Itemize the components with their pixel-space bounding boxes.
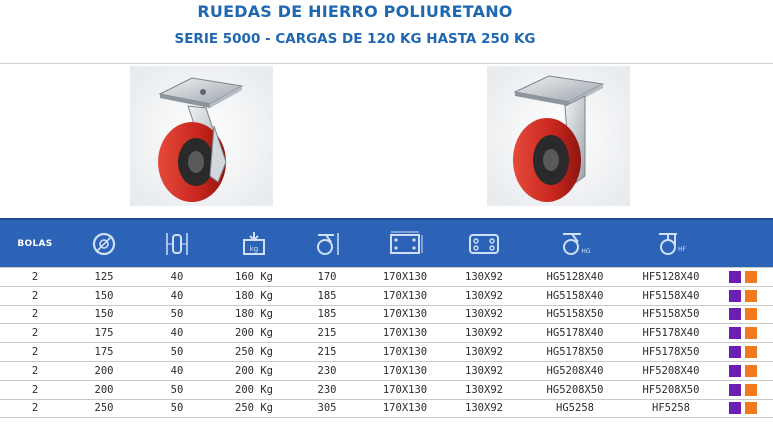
cell-hf-ref: HF5158X50 [642, 308, 700, 321]
column-bolas [0, 220, 70, 267]
orange-swatch[interactable] [745, 308, 757, 320]
color-swatches [712, 327, 773, 339]
cell-diameter: 150 [94, 289, 114, 302]
cell-load: 250 Kg [235, 402, 273, 415]
color-swatches [712, 365, 773, 377]
cell-hf-ref: HF5258 [652, 402, 690, 415]
table-body [0, 267, 773, 418]
page-title: RUEDAS DE HIERRO POLIURETANO [197, 2, 513, 21]
cell-hg-ref: HG5178X50 [546, 346, 604, 359]
color-swatches [712, 290, 773, 302]
swivel-caster-image [130, 66, 273, 206]
orange-swatch[interactable] [745, 346, 757, 358]
purple-swatch[interactable] [729, 384, 741, 396]
specs-table [0, 218, 773, 418]
cell-height: 215 [317, 327, 337, 340]
table-row [0, 381, 773, 400]
cell-width: 50 [170, 383, 184, 396]
cell-hg-ref: HG5158X50 [546, 308, 604, 321]
cell-bolas: 2 [31, 327, 39, 340]
cell-holes: 130X92 [465, 402, 503, 415]
cell-width: 50 [170, 346, 184, 359]
cell-bolas: 2 [31, 270, 39, 283]
color-swatches [712, 402, 773, 414]
cell-hf-ref: HF5158X40 [642, 289, 700, 302]
cell-plate: 170X130 [382, 364, 428, 377]
header-divider [0, 63, 773, 64]
purple-swatch[interactable] [729, 271, 741, 283]
table-row [0, 267, 773, 287]
color-options-header [712, 220, 773, 267]
page-subtitle: SERIE 5000 - CARGAS DE 120 KG HASTA 250 KG [174, 31, 536, 47]
cell-diameter: 175 [94, 327, 114, 340]
cell-load: 180 Kg [235, 308, 273, 321]
cell-holes: 130X92 [465, 383, 503, 396]
wheel-width-icon [138, 220, 216, 267]
cell-width: 40 [170, 327, 184, 340]
cell-diameter: 125 [94, 270, 114, 283]
svg-text:HF: HF [678, 245, 686, 253]
orange-swatch[interactable] [745, 271, 757, 283]
cell-height: 215 [317, 346, 337, 359]
cell-plate: 170X130 [382, 270, 428, 283]
cell-holes: 130X92 [465, 308, 503, 321]
cell-holes: 130X92 [465, 289, 503, 302]
cell-load: 200 Kg [235, 383, 273, 396]
cell-plate: 170X130 [382, 402, 428, 415]
cell-height: 230 [317, 383, 337, 396]
cell-bolas: 2 [31, 402, 39, 415]
cell-height: 185 [317, 308, 337, 321]
cell-plate: 170X130 [382, 289, 428, 302]
table-row [0, 362, 773, 381]
cell-diameter: 250 [94, 402, 114, 415]
cell-hg-ref: HG5208X50 [546, 383, 604, 396]
purple-swatch[interactable] [729, 290, 741, 302]
cell-width: 50 [170, 402, 184, 415]
table-row [0, 287, 773, 306]
cell-bolas: 2 [31, 364, 39, 377]
cell-hg-ref: HG5178X40 [546, 327, 604, 340]
table-row [0, 306, 773, 325]
cell-bolas: 2 [31, 289, 39, 302]
cell-width: 50 [170, 308, 184, 321]
cell-load: 200 Kg [235, 364, 273, 377]
orange-swatch[interactable] [745, 290, 757, 302]
cell-hf-ref: HF5128X40 [642, 270, 700, 283]
cell-hf-ref: HF5208X40 [642, 364, 700, 377]
svg-text:kg: kg [249, 244, 259, 253]
cell-load: 250 Kg [235, 346, 273, 359]
color-swatches [712, 271, 773, 283]
cell-hg-ref: HG5128X40 [546, 270, 604, 283]
cell-bolas: 2 [31, 383, 39, 396]
orange-swatch[interactable] [745, 327, 757, 339]
table-row [0, 343, 773, 362]
cell-height: 305 [317, 402, 337, 415]
height-icon [292, 220, 362, 267]
cell-plate: 170X130 [382, 308, 428, 321]
cell-height: 185 [317, 289, 337, 302]
cell-diameter: 150 [94, 308, 114, 321]
cell-diameter: 175 [94, 346, 114, 359]
bolt-hole-icon [448, 220, 520, 267]
cell-hf-ref: HF5208X50 [642, 383, 700, 396]
cell-height: 230 [317, 364, 337, 377]
orange-swatch[interactable] [745, 365, 757, 377]
table-header [0, 218, 773, 267]
cell-plate: 170X130 [382, 383, 428, 396]
fixed-ref-icon [630, 220, 712, 267]
table-row [0, 400, 773, 419]
swivel-ref-icon [520, 220, 630, 267]
load-capacity-icon [216, 220, 292, 267]
cell-holes: 130X92 [465, 327, 503, 340]
cell-hf-ref: HF5178X40 [642, 327, 700, 340]
cell-diameter: 200 [94, 383, 114, 396]
table-row [0, 324, 773, 343]
cell-load: 160 Kg [235, 270, 273, 283]
color-swatches [712, 346, 773, 358]
orange-swatch[interactable] [745, 384, 757, 396]
cell-hg-ref: HG5208X40 [546, 364, 604, 377]
color-swatches [712, 308, 773, 320]
color-swatches [712, 384, 773, 396]
cell-hg-ref: HG5258 [556, 402, 594, 415]
cell-plate: 170X130 [382, 346, 428, 359]
fixed-caster-image [487, 66, 630, 206]
cell-holes: 130X92 [465, 364, 503, 377]
cell-width: 40 [170, 270, 184, 283]
cell-load: 200 Kg [235, 327, 273, 340]
diameter-icon [70, 220, 138, 267]
bolas-label: BOLAS [17, 238, 53, 249]
cell-load: 180 Kg [235, 289, 273, 302]
purple-swatch[interactable] [729, 365, 741, 377]
purple-swatch[interactable] [729, 327, 741, 339]
cell-bolas: 2 [31, 346, 39, 359]
cell-plate: 170X130 [382, 327, 428, 340]
cell-diameter: 200 [94, 364, 114, 377]
orange-swatch[interactable] [745, 402, 757, 414]
plate-size-icon [362, 220, 448, 267]
cell-width: 40 [170, 364, 184, 377]
purple-swatch[interactable] [729, 346, 741, 358]
purple-swatch[interactable] [729, 402, 741, 414]
purple-swatch[interactable] [729, 308, 741, 320]
cell-width: 40 [170, 289, 184, 302]
cell-height: 170 [317, 270, 337, 283]
cell-hf-ref: HF5178X50 [642, 346, 700, 359]
cell-holes: 130X92 [465, 270, 503, 283]
cell-holes: 130X92 [465, 346, 503, 359]
cell-hg-ref: HG5158X40 [546, 289, 604, 302]
svg-text:HG: HG [581, 247, 591, 255]
cell-bolas: 2 [31, 308, 39, 321]
